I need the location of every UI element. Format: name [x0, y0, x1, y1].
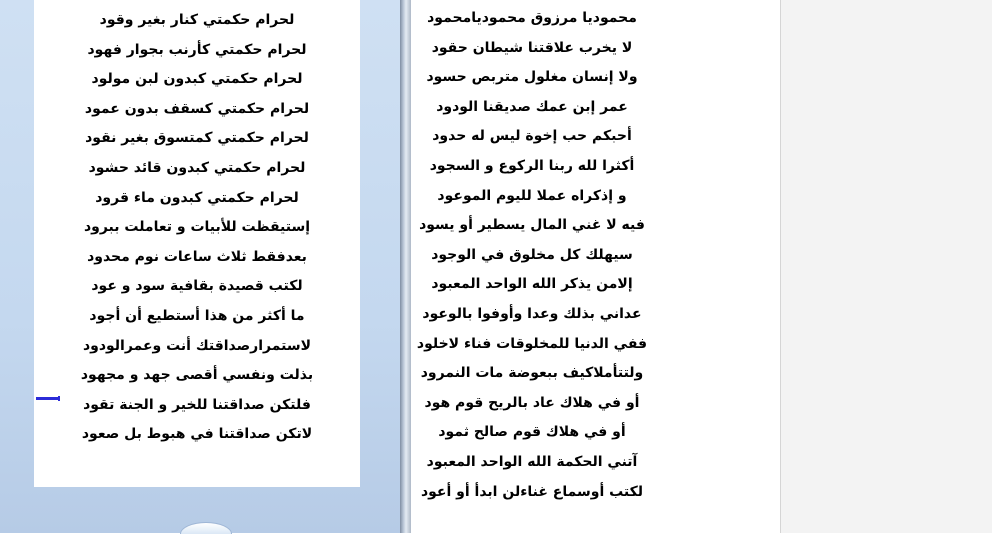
pane-divider[interactable] [400, 0, 411, 533]
poem-line: و إذكراه عملا لليوم الموعود [437, 187, 627, 204]
poem-line: لحرام حكمتي كمتسوق بغير نقود [85, 130, 309, 147]
poem-line: أو في هلاك قوم صالح ثمود [438, 424, 626, 441]
poem-line: لحرام حكمتي كبدون ماء قرود [95, 189, 299, 206]
poem-line: بعدفقط ثلاث ساعات نوم محدود [87, 248, 307, 265]
poem-line: لحرام حكمتي كبدون قائد حشود [88, 159, 306, 176]
poem-line: لحرام حكمتي كسقف بدون عمود [84, 100, 310, 117]
poem-line: محموديا مرزوق محموديامحمود [427, 10, 637, 26]
poem-line: فلتكن صداقتنا للخير و الجنة تقود [83, 396, 311, 413]
side-margin [780, 0, 992, 533]
text-cursor-indicator [36, 397, 60, 400]
left-poem-lines [34, 6, 360, 450]
window-bottom-control[interactable] [180, 522, 232, 534]
poem-line: لكتب قصيدة بقافية سود و عود [91, 278, 303, 295]
poem-line: عداني بذلك وعدا وأوفوا بالوعود [422, 305, 642, 322]
poem-line: إلامن يذكر الله الواحد المعبود [431, 276, 633, 293]
poem-line: أحبكم حب إخوة ليس له حدود [432, 128, 632, 145]
poem-line: لكتب أوسماع غناءلن ابدأ أو أعود [420, 483, 644, 500]
poem-line: لاتكن صداقتنا في هبوط بل صعود [81, 426, 313, 443]
poem-line: لا يخرب علاقتنا شيطان حقود [431, 39, 633, 56]
document-workspace [653, 0, 780, 533]
poem-line: ولتتأملاكيف ببعوضة مات النمرود [420, 365, 644, 382]
poem-line: ما أكثر من هذا أستطيع أن أجود [89, 307, 305, 324]
left-window-frame [0, 0, 400, 533]
poem-line: لحرام حكمتي كبدون لبن مولود [91, 71, 303, 88]
poem-line: ففي الدنيا للمخلوقات فناء لاخلود [416, 335, 648, 352]
poem-line: أكثرا لله ربنا الركوع و السجود [429, 157, 635, 174]
poem-line: لحرام حكمتي كنار بغير وقود [99, 12, 295, 28]
poem-line: سيهلك كل مخلوق في الوجود [431, 246, 633, 263]
poem-line: فيه لا غني المال يسطير أو يسود [419, 217, 645, 234]
left-document-page[interactable] [34, 0, 360, 487]
poem-line: أو في هلاك عاد بالريح قوم هود [424, 394, 640, 411]
poem-line: لحرام حكمتي كأرنب بجوار فهود [87, 41, 307, 58]
poem-line: ولا إنسان مغلول متربص حسود [426, 69, 638, 86]
poem-line: إستيقظت للأبيات و تعاملت ببرود [83, 219, 311, 236]
right-document-page[interactable] [411, 0, 653, 533]
poem-line: عمر إبن عمك صديقنا الودود [436, 98, 628, 115]
poem-line: آتني الحكمة الله الواحد المعبود [426, 453, 638, 470]
right-poem-lines [411, 4, 653, 507]
poem-line: بذلت ونفسي أقصى جهد و مجهود [80, 367, 314, 384]
poem-line: لاستمرارصداقتك أنت وعمرالودود [82, 337, 312, 354]
